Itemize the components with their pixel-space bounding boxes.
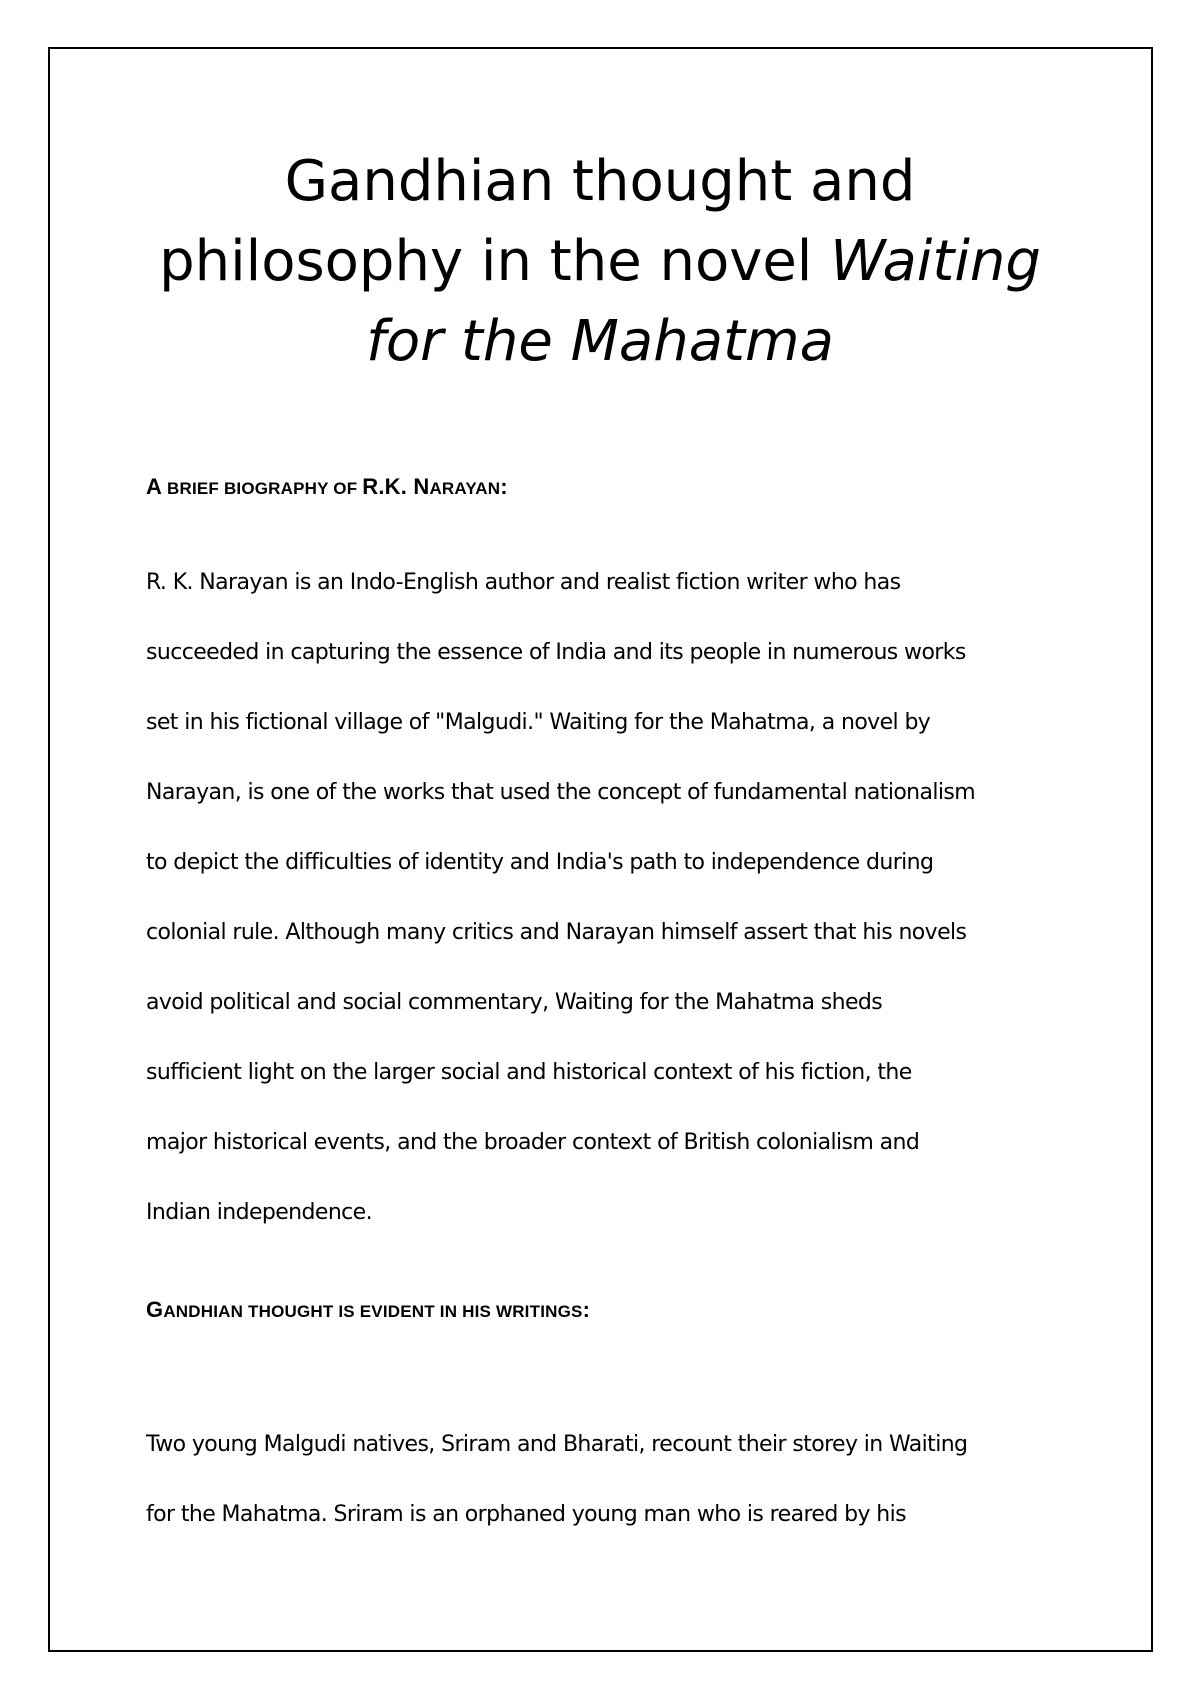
section-heading-gandhian-thought: GANDHIAN THOUGHT IS EVIDENT IN HIS WRITINGS: bbox=[146, 1297, 591, 1322]
gandhian-paragraph bbox=[146, 1427, 1106, 1567]
paragraph-line: set in his fictional village of "Malgudi." Waiting for the Mahatma, a novel by bbox=[146, 710, 931, 735]
paragraph-line: major historical events, and the broader context of British colonialism and bbox=[146, 1130, 920, 1155]
paragraph-line: to depict the difficulties of identity and India's path to independence during bbox=[146, 850, 934, 875]
paragraph-line: colonial rule. Although many critics and Narayan himself assert that his novels bbox=[146, 920, 967, 945]
paragraph-line: Two young Malgudi natives, Sriram and Bharati, recount their storey in Waiting bbox=[146, 1432, 968, 1457]
paragraph-line: sufficient light on the larger social and historical context of his fiction, the bbox=[146, 1060, 912, 1085]
title-italic-waiting: Waiting bbox=[830, 229, 1041, 294]
paragraph-line: avoid political and social commentary, Waiting for the Mahatma sheds bbox=[146, 990, 883, 1015]
document-title bbox=[130, 142, 1070, 382]
biography-paragraph bbox=[146, 565, 1106, 1265]
section-heading-biography: A BRIEF BIOGRAPHY OF R.K. NARAYAN: bbox=[146, 474, 508, 499]
paragraph-line: Narayan, is one of the works that used the concept of fundamental nationalism bbox=[146, 780, 976, 805]
paragraph-line: succeeded in capturing the essence of India and its people in numerous works bbox=[146, 640, 966, 665]
title-italic-for-the-mahatma: for the Mahatma bbox=[366, 309, 834, 374]
paragraph-line: for the Mahatma. Sriram is an orphaned young man who is reared by his bbox=[146, 1502, 907, 1527]
title-line-1: Gandhian thought and bbox=[284, 149, 916, 214]
paragraph-line: Indian independence. bbox=[146, 1200, 372, 1225]
paragraph-line: R. K. Narayan is an Indo-English author and realist fiction writer who has bbox=[146, 570, 901, 595]
title-line-2: philosophy in the novel bbox=[159, 229, 831, 294]
